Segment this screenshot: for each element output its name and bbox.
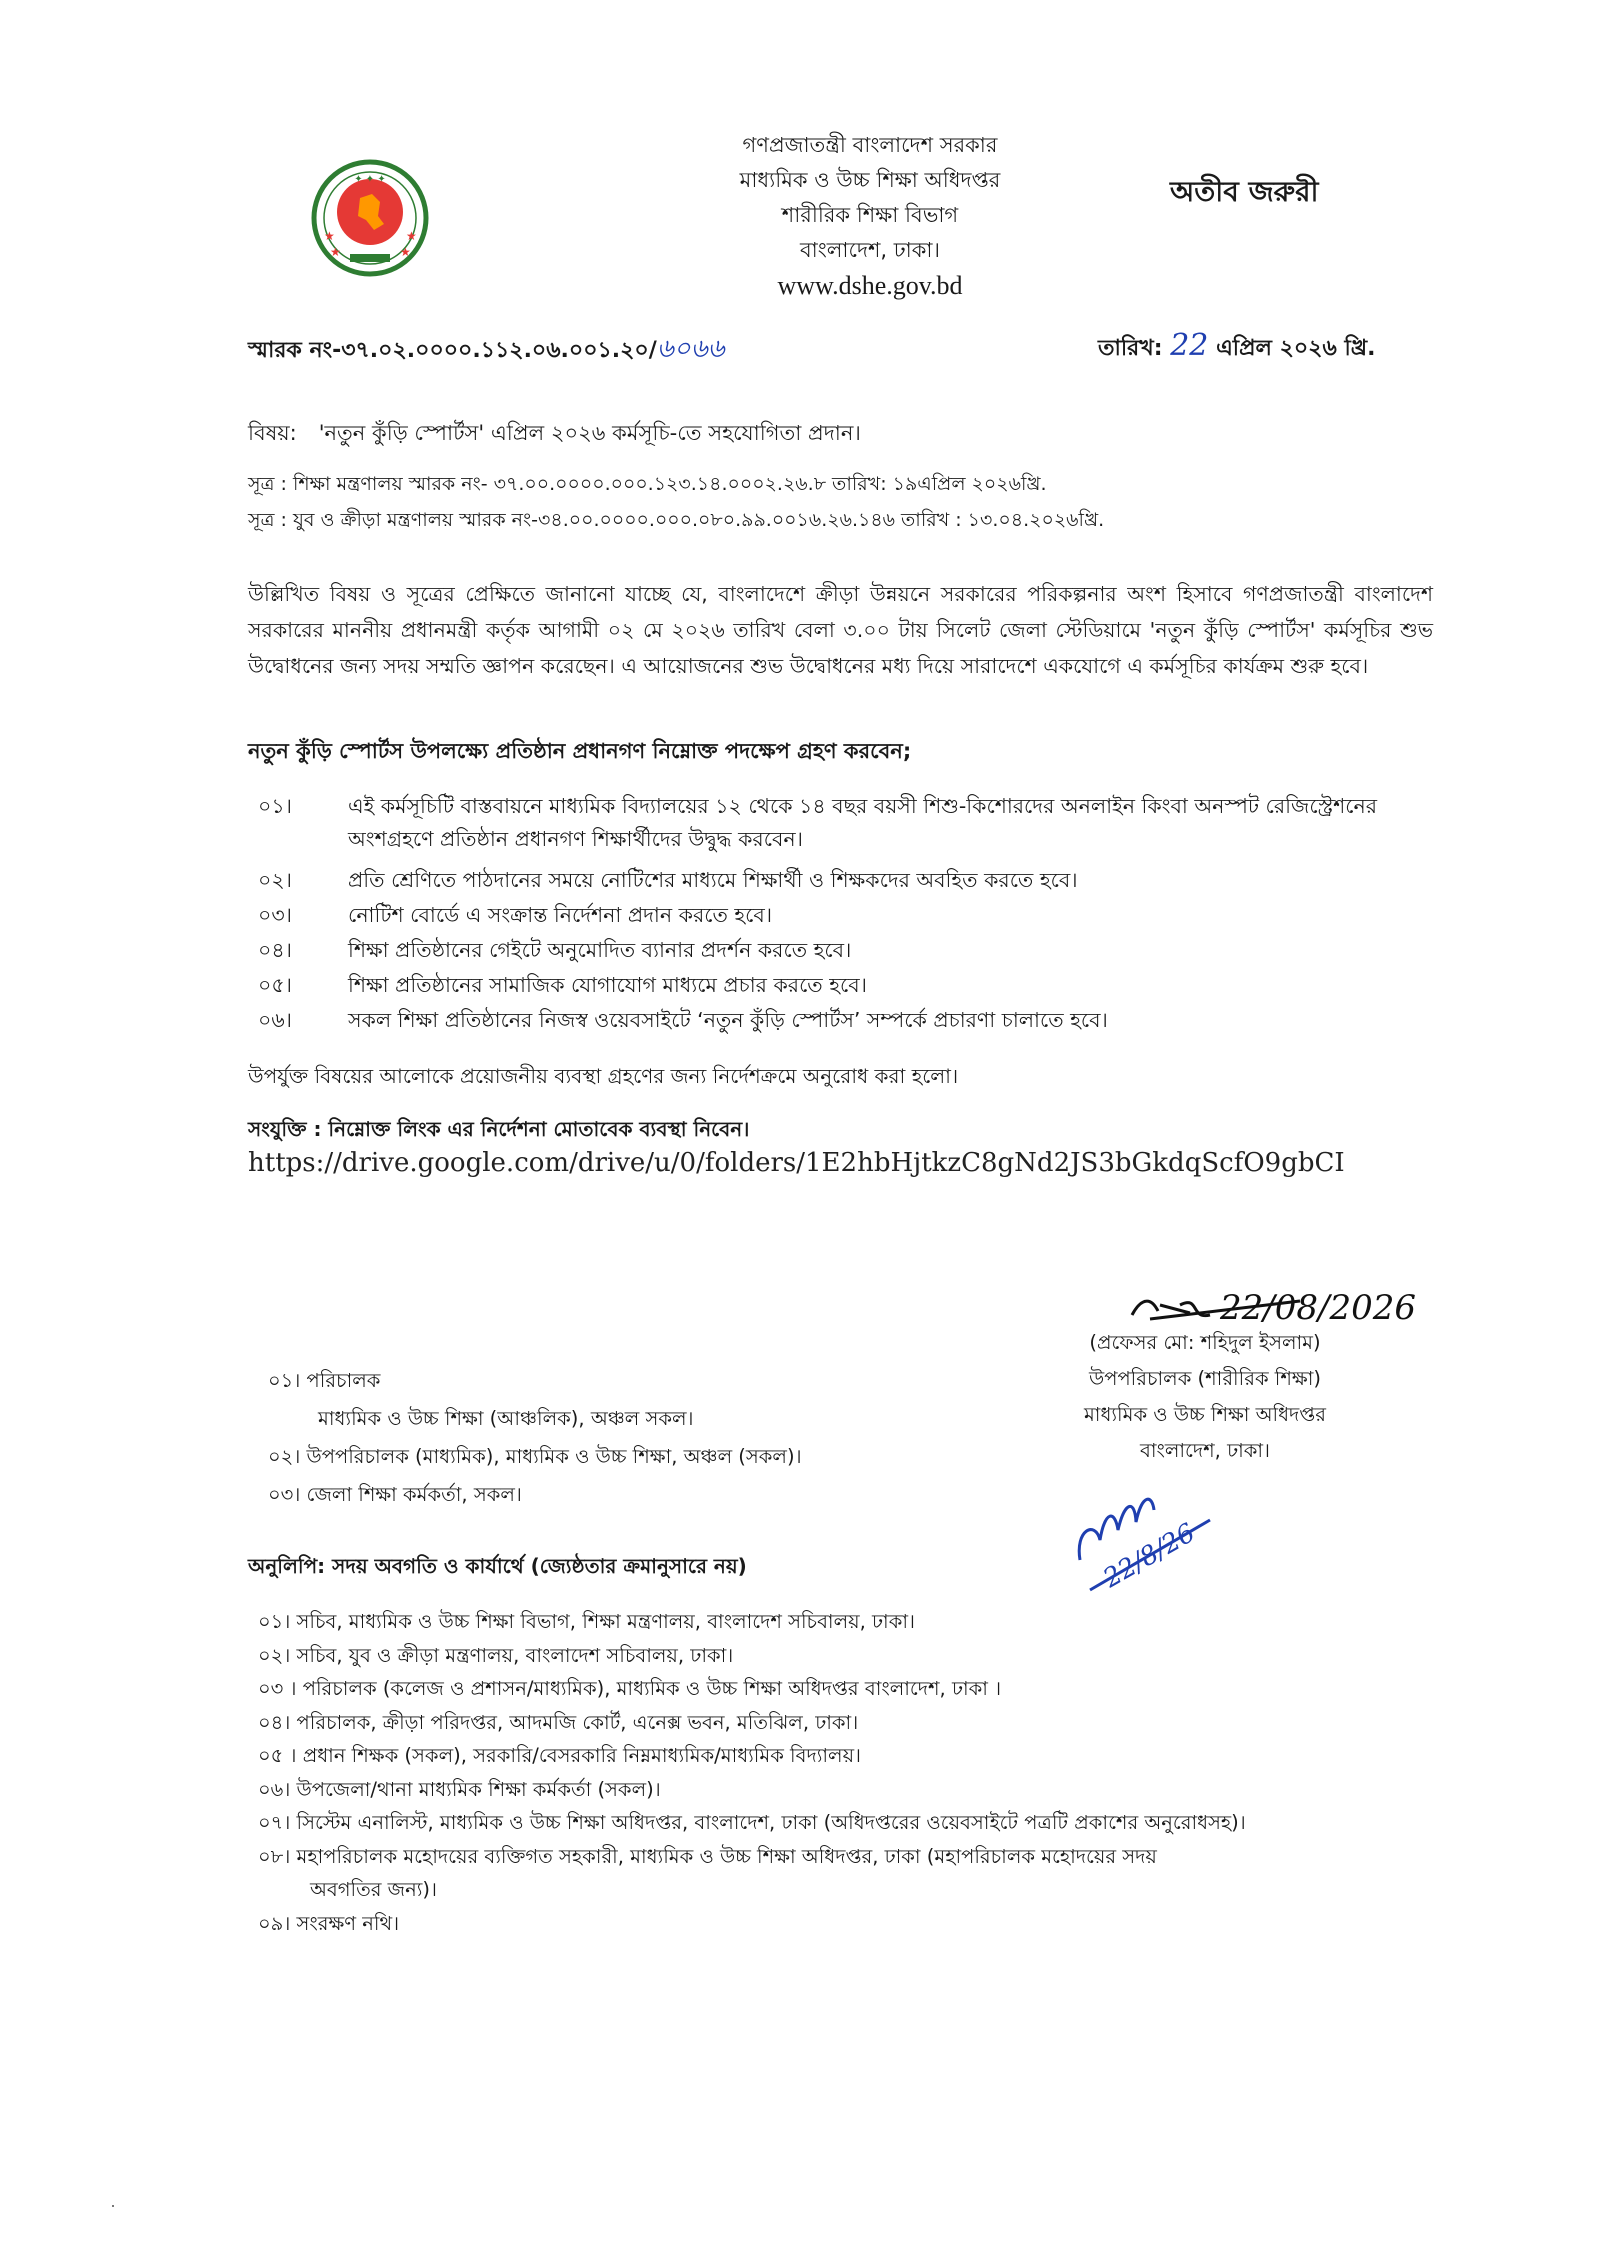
body-paragraph: উল্লিখিত বিষয় ও সূত্রের প্রেক্ষিতে জানানো যাচ্ছে যে, বাংলাদেশে ক্রীড়া উন্নয়নে সরকারের পরিকল্পনার অংশ হিসাবে গণপ্রজাতন্ত্রী বাংলাদেশ সরকারের মাননীয় প্রধানমন্ত্রী কর্তৃক আগামী ০২ মে ২০২৬ তারিখ বেলা ৩.০০ টায় সিলেট জেলা স্টেডিয়ামে 'নতুন কুঁড়ি স্পোর্টস' কর্মসূচির শুভ উদ্বোধনের জন্য সদয় সম্মতি জ্ঞাপন করেছেন। এ আয়োজনের শুভ উদ্বোধনের মধ্য দিয়ে সারাদেশে একযোগে এ কর্মসূচির কার্যক্রম শুরু হবে। [248,582,1433,678]
signatory-block [1040,1325,1370,1469]
government-seal [300,158,440,278]
step-text: সকল শিক্ষা প্রতিষ্ঠানের নিজস্ব ওয়েবসাইটে ‘নতুন কুঁড়ি স্পোর্টস’ সম্পর্কে প্রচারণা চালাতে হবে। [348,1008,1108,1032]
step-number: ০৬। [258,1008,292,1032]
copy-title: অনুলিপি: সদয় অবগতি ও কার্যার্থে (জ্যেষ্ঠতার ক্রমানুসারে নয়) [248,1554,747,1578]
closing-request: উপর্যুক্ত বিষয়ের আলোকে প্রয়োজনীয় ব্যবস্থা গ্রহণের জন্য নির্দেশক্রমে অনুরোধ করা হলো। [248,1064,959,1088]
office-header [640,128,1100,303]
signatory-office: মাধ্যমিক ও উচ্চ শিক্ষা অধিদপ্তর [1083,1403,1327,1426]
copy-item: ০২। সচিব, যুব ও ক্রীড়া মন্ত্রণালয়, বাংলাদেশ সচিবালয়, ঢাকা। [258,1643,734,1667]
website-text: www.dshe.gov.bd [777,271,963,300]
step-text: শিক্ষা প্রতিষ্ঠানের গেইটে অনুমোদিত ব্যানার প্রদর্শন করতে হবে। [348,938,852,962]
svg-text:★: ★ [324,229,335,243]
copy-item: ০১। সচিব, মাধ্যমিক ও উচ্চ শিক্ষা বিভাগ, শিক্ষা মন্ত্রণালয়, বাংলাদেশ সচিবালয়, ঢাকা। [258,1610,915,1633]
svg-text:✦ ✦ ✦: ✦ ✦ ✦ [354,174,386,185]
step-text: শিক্ষা প্রতিষ্ঠানের সামাজিক যোগাযোগ মাধ্যমে প্রচার করতে হবে। [348,973,867,997]
copy-item: ০৪। পরিচালক, ক্রীড়া পরিদপ্তর, আদমজি কোর্ট, এনেক্স ভবন, মতিঝিল, ঢাকা। [258,1710,859,1734]
step-item [258,934,1428,967]
attachment-label: সংযুক্তি : নিম্নোক্ত লিংক এর নির্দেশনা মোতাবেক ব্যবস্থা নিবেন। [248,1117,750,1141]
memo-number [248,328,724,372]
copy-item: ০৭। সিস্টেম এনালিস্ট, মাধ্যমিক ও উচ্চ শিক্ষা অধিদপ্তর, বাংলাদেশ, ঢাকা (অধিদপ্তরের ওয়েবসাইটে পত্রটি প্রকাশের অনুরোধসহ)। [258,1811,1246,1834]
memo-date [1098,328,1375,368]
subject-label: বিষয়: [248,421,297,445]
date-handwritten-day: 22 [1170,328,1209,363]
recipient-item: ০২। উপপরিচালক (মাধ্যমিক), মাধ্যমিক ও উচ্চ শিক্ষা, অঞ্চল (সকল)। [268,1445,802,1468]
header-line-government: গণপ্রজাতন্ত্রী বাংলাদেশ সরকার [742,133,998,157]
date-label: তারিখ: [1098,336,1163,361]
header-line-location: বাংলাদেশ, ঢাকা। [799,238,941,262]
copy-item [258,1840,1478,1907]
step-text: প্রতি শ্রেণিতে পাঠদানের সময়ে নোটিশের মাধ্যমে শিক্ষার্থী ও শিক্ষকদের অবহিত করতে হবে। [348,868,1078,892]
step-item [258,790,1428,856]
steps-title: নতুন কুঁড়ি স্পোর্টস উপলক্ষ্যে প্রতিষ্ঠান প্রধানগণ নিম্নোক্ত পদক্ষেপ গ্রহণ করবেন; [248,739,912,763]
memo-label: স্মারক নং-৩৭.০২.০০০০.১১২.০৬.০০১.২০/ [248,338,657,363]
date-month-year: এপ্রিল ২০২৬ খ্রি. [1216,336,1376,361]
svg-text:★: ★ [330,245,341,259]
svg-text:★: ★ [400,245,411,259]
copy-item: ০৩ । পরিচালক (কলেজ ও প্রশাসন/মাধ্যমিক), মাধ্যমিক ও উচ্চ শিক্ষা অধিদপ্তর বাংলাদেশ, ঢাকা । [258,1677,1002,1700]
signatory-designation: উপপরিচালক (শারীরিক শিক্ষা) [1089,1367,1321,1390]
recipient-item: ০১। পরিচালক [268,1369,381,1392]
header-line-directorate: মাধ্যমিক ও উচ্চ শিক্ষা অধিদপ্তর [739,168,1001,192]
subject-line [248,417,861,452]
step-item [258,969,1428,1002]
signatory-location: বাংলাদেশ, ঢাকা। [1139,1439,1271,1462]
recipient-item: মাধ্যমিক ও উচ্চ শিক্ষা (আঞ্চলিক), অঞ্চল সকল। [318,1407,694,1430]
reference-line: সূত্র : যুব ও ক্রীড়া মন্ত্রণালয় স্মারক নং-৩৪.০০.০০০০.০০০.০৮০.৯৯.০০১৬.২৬.১৪৬ তারিখ : ১৩.০৪.২০২৬খ্রি. [248,509,1105,531]
step-number: ০১। [258,794,292,818]
initial-handwriting [1070,1470,1220,1600]
reference-line: সূত্র : শিক্ষা মন্ত্রণালয় স্মারক নং- ৩৭.০০.০০০০.০০০.১২৩.১৪.০০০২.২৬.৮ তারিখ: ১৯এপ্রিল ২০২৬খ্রি. [248,473,1047,495]
svg-text:★: ★ [406,229,417,243]
step-number: ০৫। [258,973,292,997]
step-item [258,899,1428,932]
step-text: এই কর্মসূচিটি বাস্তবায়নে মাধ্যমিক বিদ্যালয়ের ১২ থেকে ১৪ বছর বয়সী শিশু-কিশোরদের অনলাইন কিংবা অনস্পট রেজিস্ট্রেশনের অংশগ্রহণে প্রতিষ্ঠান প্রধানগণ শিক্ষার্থীদের উদ্বুদ্ধ করবেন। [348,794,1378,851]
signatory-name: (প্রফেসর মো: শহিদুল ইসলাম) [1089,1331,1321,1354]
header-line-division: শারীরিক শিক্ষা বিভাগ [781,203,959,227]
memo-handwritten-number: ৬০৬৬ [656,334,725,364]
initial-date: 22/8/26 [1098,1517,1201,1595]
step-number: ০২। [258,868,292,892]
step-text: নোটিশ বোর্ডে এ সংক্রান্ত নির্দেশনা প্রদান করতে হবে। [348,903,773,927]
step-item [258,864,1428,897]
step-item [258,1004,1428,1037]
recipient-item: ০৩। জেলা শিক্ষা কর্মকর্তা, সকল। [268,1483,522,1506]
step-number: ০৩। [258,903,292,927]
copy-list [258,1605,1478,1940]
attachment-link[interactable]: https://drive.google.com/drive/u/0/folders/1E2hbHjtkzC8gNd2JS3bGkdqScfO9gbCI [248,1148,1345,1178]
copy-item: ০৬। উপজেলা/থানা মাধ্যমিক শিক্ষা কর্মকর্তা (সকল)। [258,1777,661,1801]
signature-date: 22/08/2026 [1220,1288,1416,1328]
scan-speck [112,2205,114,2207]
copy-item-line: ০৮। মহাপরিচালক মহোদয়ের ব্যক্তিগত সহকারী, মাধ্যমিক ও উচ্চ শিক্ষা অধিদপ্তর, ঢাকা (মহাপরিচালক মহোদয়ের সদয় [258,1844,1157,1868]
government-seal-icon [300,158,440,278]
priority-label: অতীব জরুরী [1170,175,1319,208]
initial-scribble-icon [1070,1470,1220,1600]
copy-item-continuation: অবগতির জন্য)। [310,1878,437,1901]
copy-item: ০৫ । প্রধান শিক্ষক (সকল), সরকারি/বেসরকারি নিম্নমাধ্যমিক/মাধ্যমিক বিদ্যালয়। [258,1744,862,1767]
copy-item: ০৯। সংরক্ষণ নথি। [258,1911,400,1935]
recipients-list [268,1362,802,1514]
subject-text: 'নতুন কুঁড়ি স্পোর্টস' এপ্রিল ২০২৬ কর্মসূচি-তে সহযোগিতা প্রদান। [318,421,861,445]
step-number: ০৪। [258,938,292,962]
